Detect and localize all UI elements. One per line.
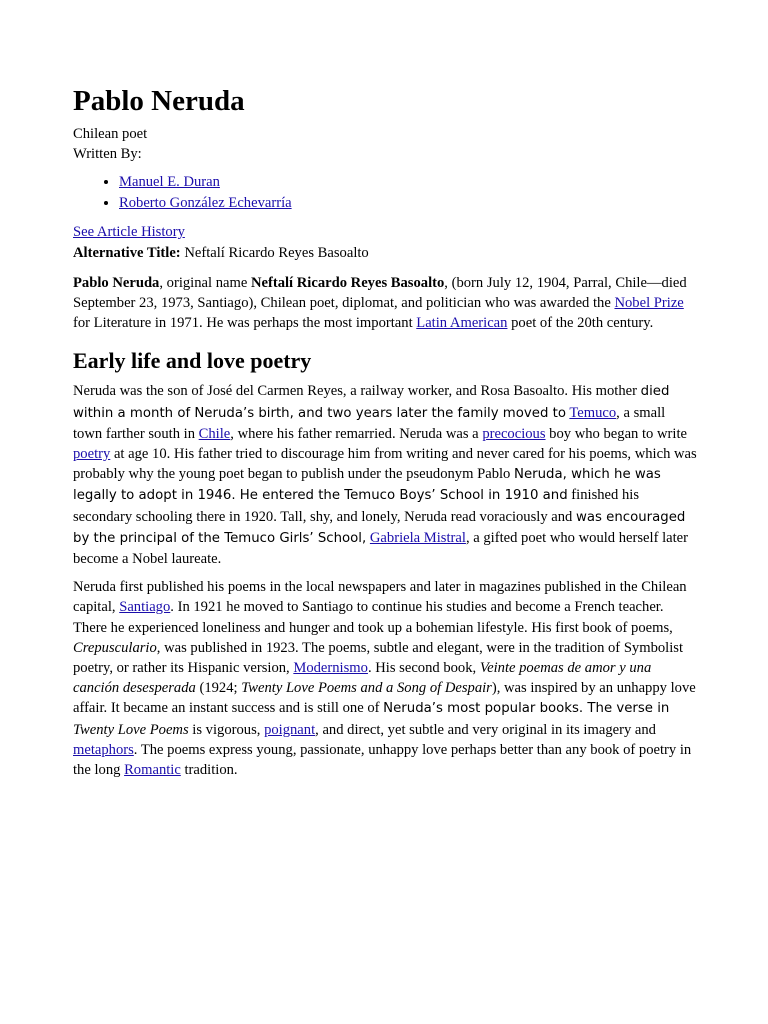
article-history-link[interactable]: See Article History — [73, 224, 185, 241]
text-run: . His second book, — [367, 660, 480, 677]
text-run: ), was inspired by an unhappy love affair. It became an instant success and is still one of — [73, 680, 696, 717]
link-latin-american[interactable]: Latin American — [416, 315, 508, 332]
text-run: , a small town farther south in — [73, 404, 666, 442]
text-run: Neruda was the son of José del Carmen Reyes, a railway worker, and Rosa Basoalto. His mother — [73, 383, 641, 400]
text-run: boy who began to write — [545, 425, 687, 442]
link-romantic[interactable]: Romantic — [124, 762, 181, 779]
text-run: , where his father remarried. Neruda was a — [230, 425, 483, 442]
alternative-title-label: Alternative Title: — [73, 244, 181, 261]
text-run: , (born July 12, 1904, Parral, Chile—died September 23, 1973, Santiago), Chilean poet, diplomat, and politician who was awarded the — [73, 274, 687, 312]
paragraph-early-life — [73, 381, 698, 569]
link-gabriela-mistral[interactable]: Gabriela Mistral — [369, 529, 466, 546]
paragraph-first-publications — [73, 577, 698, 780]
link-chile[interactable]: Chile — [198, 425, 231, 442]
author-link-gonzalez[interactable]: Roberto González Echevarría — [119, 195, 292, 212]
text-run: , was published in 1923. The poems, subtle and elegant, were in the tradition of Symbolist poetry, or rather its Hispanic version, — [73, 639, 684, 677]
text-run: . In 1921 he moved to Santiago to continue his studies and become a French teacher. There he experienced loneliness and hunger and took up a bohemian lifestyle. His first book of poems, — [73, 599, 673, 636]
article-subtitle: Chilean poet — [73, 126, 148, 142]
link-modernismo[interactable]: Modernismo — [293, 660, 368, 677]
text-run: is vigorous, — [188, 721, 265, 738]
list-item — [119, 172, 698, 193]
author-list — [73, 172, 698, 214]
article-history — [73, 222, 698, 242]
text-run: (1924; — [195, 680, 242, 697]
article — [73, 84, 698, 780]
book-title: Crepusculario — [73, 639, 157, 656]
link-nobel-prize[interactable]: Nobel Prize — [614, 295, 684, 312]
link-poignant[interactable]: poignant — [264, 721, 316, 738]
text-run: Neruda first published his poems in the local newspapers and later in magazines published in the Chilean capital, — [73, 579, 687, 616]
text-run: was encouraged by the principal of the Temuco Girls’ School, — [73, 509, 686, 546]
link-poetry[interactable]: poetry — [73, 446, 111, 463]
text-run: , a gifted poet who would herself later become a Nobel laureate. — [73, 529, 689, 568]
book-title: Twenty Love Poems — [73, 721, 189, 738]
written-by-label: Written By: — [73, 146, 142, 163]
original-name: Neftalí Ricardo Reyes Basoalto — [250, 274, 445, 291]
text-run: Neruda’s most popular books. The verse in — [383, 701, 670, 717]
book-title: Veinte poemas de amor y una canción desesperada — [73, 660, 652, 697]
alternative-title-value: Neftalí Ricardo Reyes Basoalto — [184, 244, 369, 261]
text-run: died within a month of Neruda’s birth, and two years later the family moved to — [73, 384, 670, 421]
subject-name: Pablo Neruda — [73, 274, 160, 291]
section-heading: Early life and love poetry — [73, 348, 312, 374]
link-metaphors[interactable]: metaphors — [73, 741, 134, 758]
author-link-duran[interactable]: Manuel E. Duran — [119, 174, 220, 191]
link-temuco[interactable]: Temuco — [569, 404, 617, 421]
text-run: . The poems express young, passionate, unhappy love perhaps better than any book of poetry in the long — [73, 741, 692, 779]
text-run: finished his secondary schooling there in 1920. Tall, shy, and lonely, Neruda read voraciously and — [73, 487, 640, 525]
list-item — [119, 193, 698, 214]
page-title: Pablo Neruda — [73, 85, 245, 117]
text-run: for Literature in 1971. He was perhaps the most important — [73, 315, 417, 332]
intro-paragraph — [73, 273, 698, 334]
link-precocious[interactable]: precocious — [482, 425, 546, 442]
text-run: at age 10. His father tried to discourage him from writing and never cared for his poems, which was probably why the young poet began to publish under the pseudonym Pablo — [73, 446, 697, 483]
text-run: , original name — [159, 274, 251, 291]
link-santiago[interactable]: Santiago — [119, 599, 171, 616]
text-run: poet of the 20th century. — [507, 315, 654, 332]
book-title: Twenty Love Poems and a Song of Despair — [241, 680, 492, 697]
alternative-title — [73, 243, 698, 263]
text-run: tradition. — [180, 762, 238, 779]
text-run: Neruda, which he was legally to adopt in 1946. He entered the Temuco Boys’ School in 1910 and — [73, 467, 661, 504]
text-run: , and direct, yet subtle and very original in its imagery and — [315, 721, 656, 738]
